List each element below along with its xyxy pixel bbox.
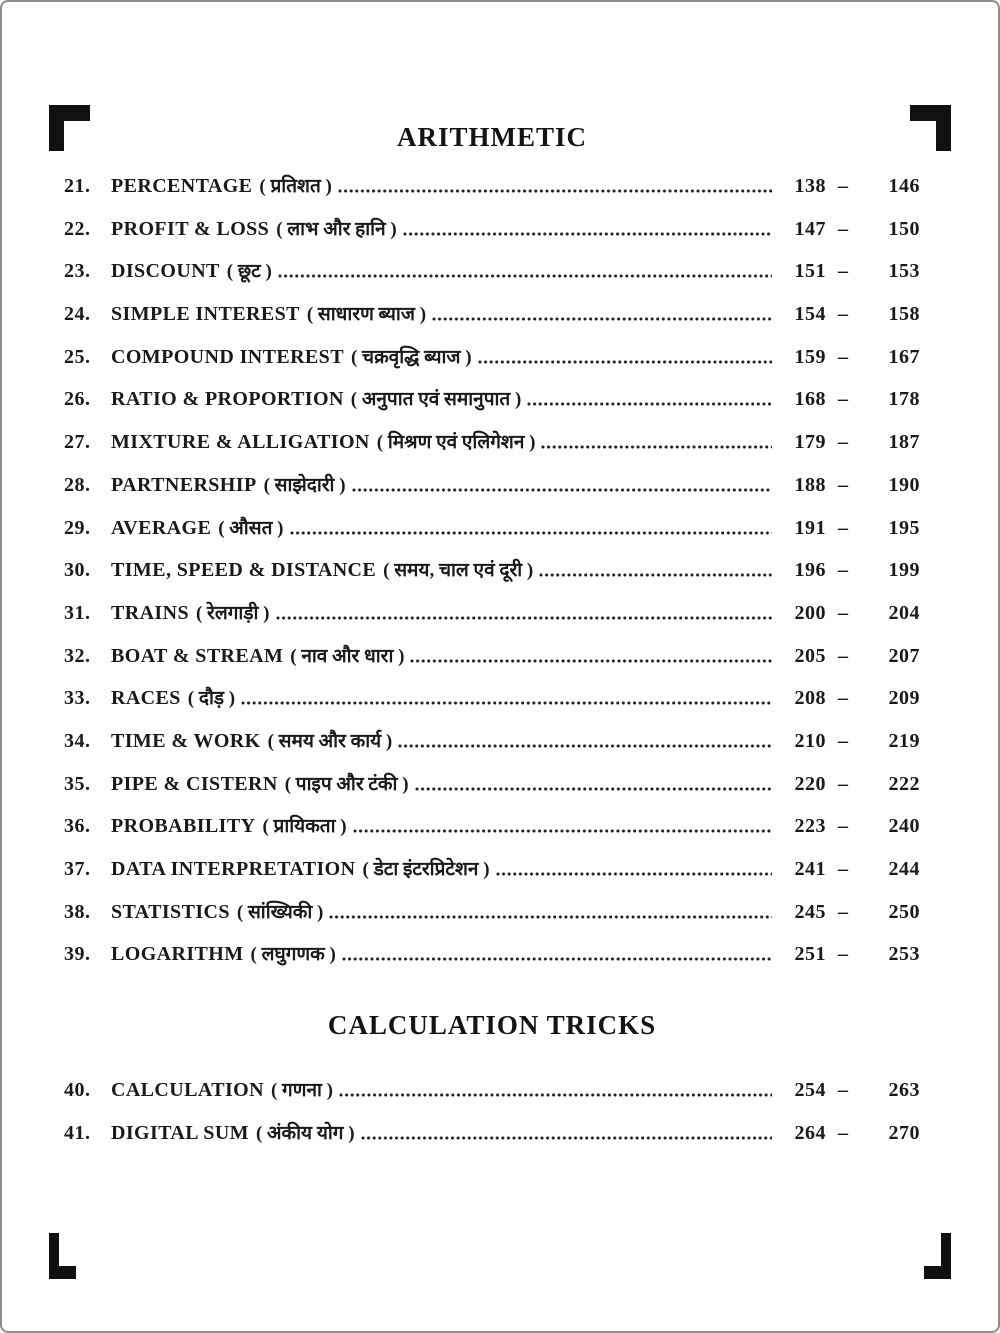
entry-title-hindi: ( प्रतिशत ) bbox=[259, 176, 332, 197]
entry-number: 22. bbox=[64, 217, 91, 240]
entry-title: DISCOUNT bbox=[111, 260, 220, 283]
entry-title-hindi: ( प्रायिकता ) bbox=[262, 816, 347, 838]
entry-number: 34. bbox=[64, 729, 91, 752]
entry-title-hindi: ( लघुगणक ) bbox=[250, 944, 336, 966]
dot-leader bbox=[276, 616, 773, 620]
toc-entry bbox=[64, 926, 920, 969]
entry-title-hindi: ( अंकीय योग ) bbox=[255, 1122, 355, 1144]
dot-leader bbox=[241, 701, 772, 705]
entry-end-page: 150 bbox=[888, 217, 920, 240]
page-range-dash: – bbox=[838, 1079, 848, 1102]
page-range-dash: – bbox=[838, 473, 848, 496]
entry-start-page: 138 bbox=[794, 175, 826, 197]
entry-number: 37. bbox=[64, 858, 91, 880]
entry-title: AVERAGE bbox=[111, 516, 212, 539]
entry-end-page: 253 bbox=[888, 943, 920, 966]
page-range-dash: – bbox=[838, 943, 848, 966]
entry-start-page: 251 bbox=[794, 943, 826, 966]
entry-title: SIMPLE INTEREST bbox=[111, 303, 300, 326]
entry-title: BOAT & STREAM bbox=[111, 644, 284, 667]
entry-end-page: 167 bbox=[888, 345, 920, 368]
toc-entry bbox=[64, 243, 920, 286]
entry-number: 36. bbox=[64, 815, 91, 838]
entry-end-page: 178 bbox=[888, 388, 920, 411]
page-range-dash: – bbox=[838, 687, 848, 710]
page-range-dash: – bbox=[838, 644, 848, 667]
calculation-tricks-entry-list bbox=[64, 1062, 920, 1147]
toc-entry bbox=[64, 798, 920, 841]
entry-title: LOGARITHM bbox=[111, 943, 244, 966]
entry-number: 30. bbox=[64, 559, 91, 582]
entry-title-hindi: ( गणना ) bbox=[270, 1080, 333, 1102]
dot-leader bbox=[539, 573, 772, 577]
entry-start-page: 151 bbox=[794, 260, 826, 283]
entry-title-hindi: ( पाइप और टंकी ) bbox=[284, 773, 409, 795]
entry-number: 26. bbox=[64, 388, 91, 411]
entry-title: PERCENTAGE bbox=[111, 175, 253, 197]
entry-start-page: 220 bbox=[794, 772, 826, 795]
entry-number: 24. bbox=[64, 303, 91, 326]
dot-leader bbox=[329, 915, 772, 919]
dot-leader bbox=[339, 1093, 772, 1097]
page-range-dash: – bbox=[838, 815, 848, 838]
entry-title-hindi: ( अनुपात एवं समानुपात ) bbox=[350, 389, 522, 411]
entry-title: DIGITAL SUM bbox=[111, 1121, 249, 1144]
entry-title-hindi: ( लाभ और हानि ) bbox=[276, 218, 397, 240]
entry-end-page: 158 bbox=[888, 303, 920, 326]
toc-entry bbox=[64, 713, 920, 756]
page-range-dash: – bbox=[838, 345, 848, 368]
toc-entry bbox=[64, 756, 920, 799]
dot-leader bbox=[527, 402, 772, 406]
section-title-calculation-tricks: CALCULATION TRICKS bbox=[327, 1010, 657, 1041]
entry-end-page: 187 bbox=[888, 431, 920, 454]
entry-start-page: 264 bbox=[794, 1121, 826, 1144]
entry-title: MIXTURE & ALLIGATION bbox=[111, 431, 370, 454]
entry-start-page: 223 bbox=[794, 815, 826, 838]
entry-end-page: 199 bbox=[888, 559, 920, 582]
entry-number: 28. bbox=[64, 473, 91, 496]
entry-start-page: 188 bbox=[794, 473, 826, 496]
dot-leader bbox=[541, 445, 772, 449]
entry-end-page: 263 bbox=[888, 1079, 920, 1102]
entry-title-hindi: ( चक्रवृद्धि ब्याज ) bbox=[350, 346, 472, 368]
page-range-dash: – bbox=[838, 601, 848, 624]
dot-leader bbox=[342, 957, 772, 961]
entry-title: COMPOUND INTEREST bbox=[111, 345, 344, 368]
entry-number: 41. bbox=[64, 1121, 91, 1144]
entry-start-page: 241 bbox=[794, 858, 826, 880]
entry-start-page: 159 bbox=[794, 345, 826, 368]
entry-title: PIPE & CISTERN bbox=[111, 772, 278, 795]
toc-entry bbox=[64, 884, 920, 927]
entry-title: PARTNERSHIP bbox=[111, 473, 257, 496]
dot-leader bbox=[415, 787, 772, 791]
entry-number: 35. bbox=[64, 772, 91, 795]
entry-number: 33. bbox=[64, 687, 91, 710]
entry-number: 39. bbox=[64, 943, 91, 966]
entry-title-hindi: ( साधारण ब्याज ) bbox=[306, 304, 427, 326]
page-range-dash: – bbox=[838, 516, 848, 539]
entry-start-page: 205 bbox=[794, 644, 826, 667]
entry-title-hindi: ( साझेदारी ) bbox=[263, 474, 346, 496]
page-range-dash: – bbox=[838, 772, 848, 795]
entry-start-page: 179 bbox=[794, 431, 826, 454]
entry-start-page: 168 bbox=[794, 388, 826, 411]
entry-start-page: 254 bbox=[794, 1079, 826, 1102]
entry-start-page: 208 bbox=[794, 687, 826, 710]
entry-number: 23. bbox=[64, 260, 91, 283]
page-range-dash: – bbox=[838, 175, 848, 197]
entry-title: RACES bbox=[111, 687, 181, 710]
entry-title-hindi: ( नाव और धारा ) bbox=[290, 645, 405, 667]
page-range-dash: – bbox=[838, 388, 848, 411]
dot-leader bbox=[410, 659, 772, 663]
entry-end-page: 146 bbox=[888, 175, 920, 197]
entry-number: 21. bbox=[64, 175, 91, 197]
entry-title: TIME, SPEED & DISTANCE bbox=[111, 559, 377, 582]
entry-number: 29. bbox=[64, 516, 91, 539]
entry-end-page: 209 bbox=[888, 687, 920, 710]
entry-title-hindi: ( डेटा इंटरप्रिटेशन ) bbox=[362, 859, 490, 880]
entry-end-page: 153 bbox=[888, 260, 920, 283]
dot-leader bbox=[361, 1136, 772, 1140]
entry-number: 25. bbox=[64, 345, 91, 368]
entry-title-hindi: ( दौड़ ) bbox=[187, 688, 236, 710]
entry-end-page: 190 bbox=[888, 473, 920, 496]
entry-end-page: 244 bbox=[888, 858, 920, 880]
entry-end-page: 240 bbox=[888, 815, 920, 838]
entry-title: CALCULATION bbox=[111, 1079, 264, 1102]
toc-entry bbox=[64, 542, 920, 585]
toc-entry bbox=[64, 201, 920, 244]
entry-number: 32. bbox=[64, 644, 91, 667]
entry-number: 40. bbox=[64, 1079, 91, 1102]
page-range-dash: – bbox=[838, 431, 848, 454]
dot-leader bbox=[403, 232, 772, 236]
toc-entry bbox=[64, 585, 920, 628]
arithmetic-entry-list bbox=[64, 158, 920, 969]
entry-start-page: 210 bbox=[794, 729, 826, 752]
entry-title-hindi: ( समय और कार्य ) bbox=[267, 730, 393, 752]
entry-title: DATA INTERPRETATION bbox=[111, 858, 356, 880]
page-range-dash: – bbox=[838, 559, 848, 582]
toc-entry bbox=[64, 500, 920, 543]
toc-entry bbox=[64, 158, 920, 201]
toc-entry bbox=[64, 670, 920, 713]
page-range-dash: – bbox=[838, 260, 848, 283]
entry-title-hindi: ( मिश्रण एवं एलिगेशन ) bbox=[376, 432, 536, 454]
entry-start-page: 196 bbox=[794, 559, 826, 582]
entry-number: 27. bbox=[64, 431, 91, 454]
entry-title: STATISTICS bbox=[111, 900, 230, 923]
entry-title: PROFIT & LOSS bbox=[111, 217, 270, 240]
entry-start-page: 200 bbox=[794, 601, 826, 624]
entry-start-page: 147 bbox=[794, 217, 826, 240]
entry-start-page: 245 bbox=[794, 900, 826, 923]
toc-entry bbox=[64, 414, 920, 457]
dot-leader bbox=[353, 829, 772, 833]
dot-leader bbox=[352, 488, 772, 492]
entry-start-page: 191 bbox=[794, 516, 826, 539]
entry-title-hindi: ( सांख्यिकी ) bbox=[236, 901, 324, 923]
entry-title-hindi: ( छूट ) bbox=[226, 261, 272, 283]
entry-end-page: 195 bbox=[888, 516, 920, 539]
toc-entry bbox=[64, 628, 920, 671]
entry-title-hindi: ( रेलगाड़ी ) bbox=[195, 602, 270, 624]
page-range-dash: – bbox=[838, 858, 848, 880]
dot-leader bbox=[338, 189, 772, 193]
entry-end-page: 204 bbox=[888, 601, 920, 624]
page-range-dash: – bbox=[838, 1121, 848, 1144]
dot-leader bbox=[398, 744, 772, 748]
entry-start-page: 154 bbox=[794, 303, 826, 326]
entry-number: 38. bbox=[64, 900, 91, 923]
entry-end-page: 250 bbox=[888, 900, 920, 923]
page-range-dash: – bbox=[838, 729, 848, 752]
dot-leader bbox=[290, 531, 773, 535]
toc-content bbox=[2, 2, 998, 1331]
toc-entry bbox=[64, 371, 920, 414]
entry-title: TRAINS bbox=[111, 601, 189, 624]
toc-entry bbox=[64, 841, 920, 884]
page-range-dash: – bbox=[838, 900, 848, 923]
entry-end-page: 270 bbox=[888, 1121, 920, 1144]
entry-number: 31. bbox=[64, 601, 91, 624]
toc-entry bbox=[64, 1105, 920, 1148]
dot-leader bbox=[432, 317, 772, 321]
entry-end-page: 222 bbox=[888, 772, 920, 795]
entry-title-hindi: ( समय, चाल एवं दूरी ) bbox=[383, 560, 534, 582]
entry-title-hindi: ( औसत ) bbox=[218, 517, 284, 539]
entry-end-page: 207 bbox=[888, 644, 920, 667]
dot-leader bbox=[278, 274, 772, 278]
page-range-dash: – bbox=[838, 217, 848, 240]
toc-entry bbox=[64, 457, 920, 500]
entry-title: PROBABILITY bbox=[111, 815, 256, 838]
dot-leader bbox=[496, 872, 772, 876]
entry-end-page: 219 bbox=[888, 729, 920, 752]
dot-leader bbox=[478, 360, 772, 364]
entry-title: RATIO & PROPORTION bbox=[111, 388, 344, 411]
toc-entry bbox=[64, 1062, 920, 1105]
page-range-dash: – bbox=[838, 303, 848, 326]
entry-title: TIME & WORK bbox=[111, 729, 261, 752]
toc-entry bbox=[64, 329, 920, 372]
section-title-arithmetic: ARITHMETIC bbox=[396, 122, 588, 152]
toc-entry bbox=[64, 286, 920, 329]
